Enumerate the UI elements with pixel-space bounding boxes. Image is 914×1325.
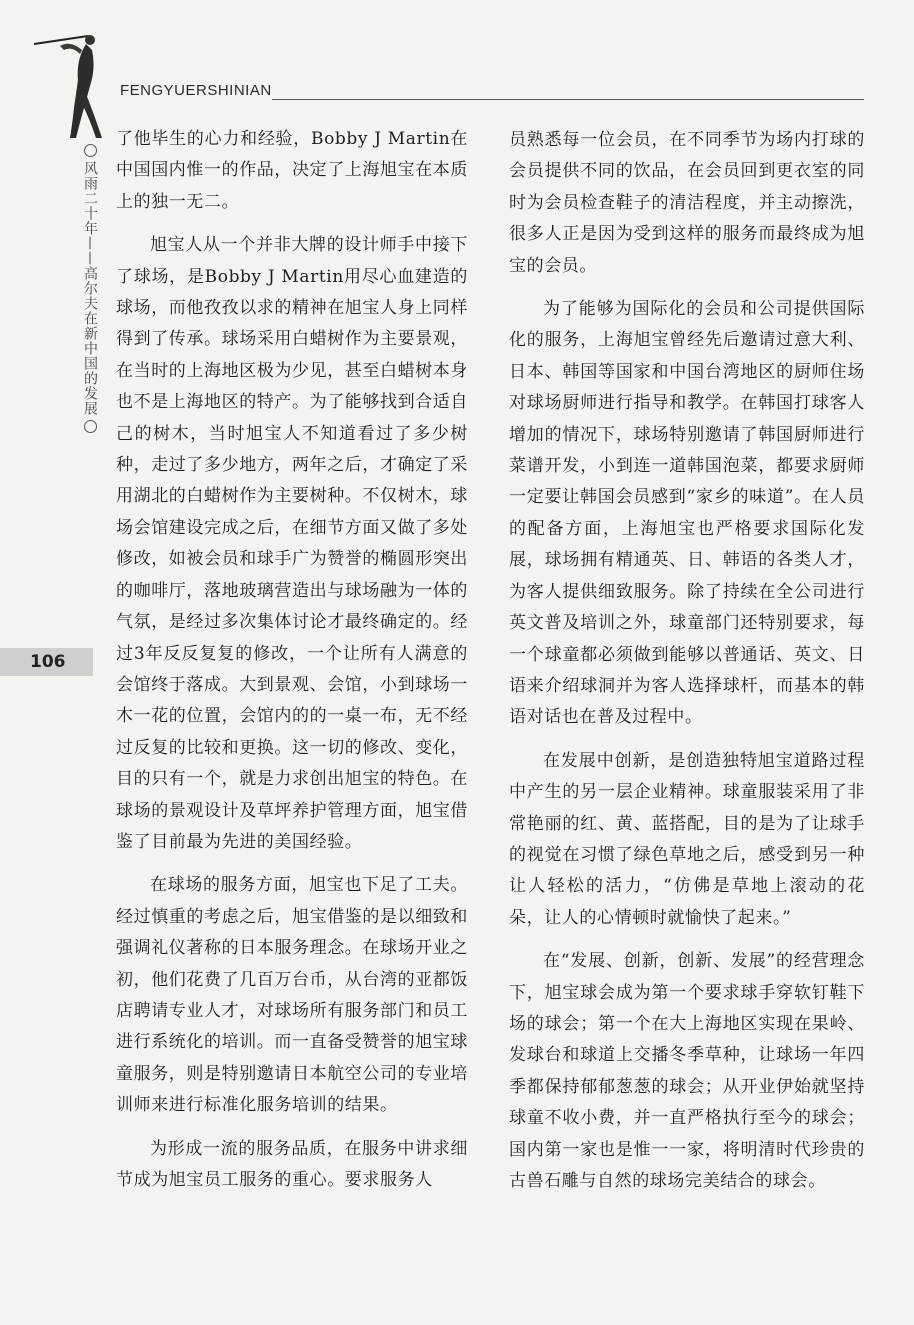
circle-ornament-icon bbox=[84, 420, 97, 433]
running-header: FENGYUERSHINIAN bbox=[120, 82, 272, 99]
right-column bbox=[509, 125, 865, 1209]
golfer-silhouette-icon bbox=[30, 30, 110, 140]
page-number: 106 bbox=[30, 652, 66, 672]
circle-ornament-icon bbox=[84, 144, 97, 157]
paragraph: 旭宝人从一个并非大牌的设计师手中接下了球场，是Bobby J Martin用尽心血建造的球场，而他孜孜以求的精神在旭宝人身上同样得到了传承。球场采用白蜡树作为主要景观，在当时的上海地区极为少见，甚至白蜡树本身也不是上海地区的特产。为了能够找到合适自己的树木，当时旭宝人不知道看过了多少树种，走过了多少地方，两年之后，才确定了采用湖北的白蜡树作为主要树种。不仅树木，球场会馆建设完成之后，在细节方面又做了多处修改，如被会员和球手广为赞誉的椭圆形突出的咖啡厅，落地玻璃营造出与球场融为一体的气氛，是经过多次集体讨论才最终确定的。经过3年反反复复的修改，一个让所有人满意的会馆终于落成。大到景观、会馆，小到球场一木一花的位置，会馆内的的一桌一布，无不经过反复的比较和更换。这一切的修改、变化，目的只有一个，就是力求创出旭宝的特色。在球场的景观设计及草坪养护管理方面，旭宝借鉴了目前最为先进的美国经验。 bbox=[116, 235, 468, 852]
paragraph: 在发展中创新，是创造独特旭宝道路过程中产生的另一层企业精神。球童服装采用了非常艳丽的红、黄、蓝搭配，目的是为了让球手的视觉在习惯了绿色草地之后，感受到另一种让人轻松的活力，“仿佛是草地上滚动的花朵，让人的心情顿时就愉快了起来。” bbox=[509, 750, 865, 928]
left-column bbox=[116, 124, 468, 1208]
paragraph: 在球场的服务方面，旭宝也下足了工夫。经过慎重的考虑之后，旭宝借鉴的是以细致和强调礼仪著称的日本服务理念。在球场开业之初，他们花费了几百万台币，从台湾的亚都饭店聘请专业人才，对球场所有服务部门和员工进行系统化的培训。而一直备受赞誉的旭宝球童服务，则是特别邀请日本航空公司的专业培训师来进行标准化服务培训的结果。 bbox=[116, 875, 468, 1116]
paragraph: 为形成一流的服务品质，在服务中讲求细节成为旭宝员工服务的重心。要求服务人 bbox=[116, 1138, 468, 1190]
paragraph: 了他毕生的心力和经验，Bobby J Martin在中国国内惟一的作品，决定了上海旭宝在本质上的独一无二。 bbox=[116, 129, 468, 212]
sidebar-title-text: 风雨二十年——高尔夫在新中国的发展 bbox=[82, 161, 98, 416]
paragraph: 为了能够为国际化的会员和公司提供国际化的服务，上海旭宝曾经先后邀请过意大利、日本、韩国等国家和中国台湾地区的厨师住场对球场厨师进行指导和教学。在韩国打球客人增加的情况下，球场特别邀请了韩国厨师进行菜谱开发，小到连一道韩国泡菜，都要求厨师一定要让韩国会员感到“家乡的味道”。在人员的配备方面，上海旭宝也严格要求国际化发展，球场拥有精通英、日、韩语的各类人才，为客人提供细致服务。除了持续在全公司进行英文普及培训之外，球童部门还特别要求，每一个球童都必须做到能够以普通话、英文、日语来介绍球洞并为客人选择球杆，而基本的韩语对话也在普及过程中。 bbox=[509, 299, 865, 728]
sidebar-book-title bbox=[80, 140, 100, 437]
paragraph: 在“发展、创新，创新、发展”的经营理念下，旭宝球会成为第一个要求球手穿软钉鞋下场的球会；第一个在大上海地区实现在果岭、发球台和球道上交播冬季草种，让球场一年四季都保持郁郁葱葱的球会；从开业伊始就坚持球童不收小费，并一直严格执行至今的球会；国内第一家也是惟一一家，将明清时代珍贵的古兽石雕与自然的球场完美结合的球会。 bbox=[509, 951, 865, 1191]
header-rule bbox=[272, 99, 864, 100]
paragraph: 员熟悉每一位会员，在不同季节为场内打球的会员提供不同的饮品，在会员回到更衣室的同时为会员检查鞋子的清洁程度，并主动擦洗，很多人正是因为受到这样的服务而最终成为旭宝的会员。 bbox=[509, 130, 865, 276]
